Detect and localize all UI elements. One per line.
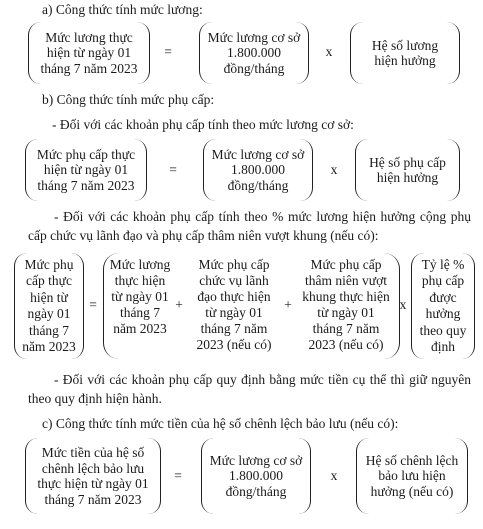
plus-sign: + [284, 297, 292, 312]
percent-allowance-result-box: Mức phụ cấp thực hiện từ ngày 01 tháng 7 năm 2023 [14, 253, 84, 359]
seniority-allowance-term: Mức phụ cấp thâm niên vượt khung thực hiện từ ngày 01 tháng 7 năm 2023 (nếu có) [302, 257, 390, 352]
allowance-result-box: Mức phụ cấp thực hiện từ ngày 01 tháng 7 năm 2023 [25, 139, 147, 201]
equals-sign: = [174, 468, 182, 483]
equals-sign: = [169, 162, 177, 177]
leadership-allowance-term: Mức phụ cấp chức vụ lãnh đạo thực hiện từ ngày 01 tháng 7 năm 2023 (nếu có) [196, 257, 272, 352]
section-b-heading: b) Công thức tính mức phụ cấp: [42, 92, 215, 107]
base-salary-box: Mức lương cơ sở 1.800.000 đồng/tháng [201, 438, 311, 514]
section-a-heading: a) Công thức tính mức lương: [42, 2, 203, 17]
reserve-difference-result-box: Mức tiền của hệ số chênh lệch bảo lưu thực hiện từ ngày 01 tháng 7 năm 2023 [25, 438, 161, 514]
multiply-sign: x [325, 44, 333, 59]
allowance-rate-box: Tỷ lệ % phụ cấp được hưởng theo quy định [411, 253, 475, 359]
section-b-intro-1: - Đối với các khoản phụ cấp tính theo mức lương cơ sở: [52, 117, 354, 132]
multiply-sign: x [399, 297, 407, 312]
salary-coefficient-box: Hệ số lương hiện hưởng [350, 22, 460, 84]
reserve-difference-coefficient-box: Hệ số chênh lệch bảo lưu hiện hưởng (nếu có) [356, 438, 468, 514]
allowance-coefficient-box: Hệ số phụ cấp hiện hưởng [355, 139, 460, 201]
salary-term: Mức lương thực hiện từ ngày 01 tháng 7 năm 2023 [109, 257, 171, 336]
section-b-intro-2: - Đối với các khoản phụ cấp tính theo % mức lương hiện hưởng cộng phụ cấp chức vụ lãnh đạo và phụ cấp thâm niên vượt khung (nếu có): [28, 209, 471, 243]
plus-sign: + [175, 297, 183, 312]
equals-sign: = [164, 44, 172, 59]
base-salary-box: Mức lương cơ sở 1.800.000 đồng/tháng [203, 139, 313, 201]
section-b-intro-3: - Đối với các khoản phụ cấp quy định bằng mức tiền cụ thể thì giữ nguyên theo quy định hiện hành. [28, 372, 471, 406]
multiply-sign: x [330, 162, 338, 177]
equals-sign: = [89, 297, 97, 312]
base-salary-box: Mức lương cơ sở 1.800.000 đồng/tháng [199, 22, 309, 84]
multiply-sign: x [330, 468, 338, 483]
section-c-heading: c) Công thức tính mức tiền của hệ số chênh lệch bảo lưu (nếu có): [42, 416, 399, 431]
salary-result-box: Mức lương thực hiện từ ngày 01 tháng 7 năm 2023 [28, 22, 150, 84]
